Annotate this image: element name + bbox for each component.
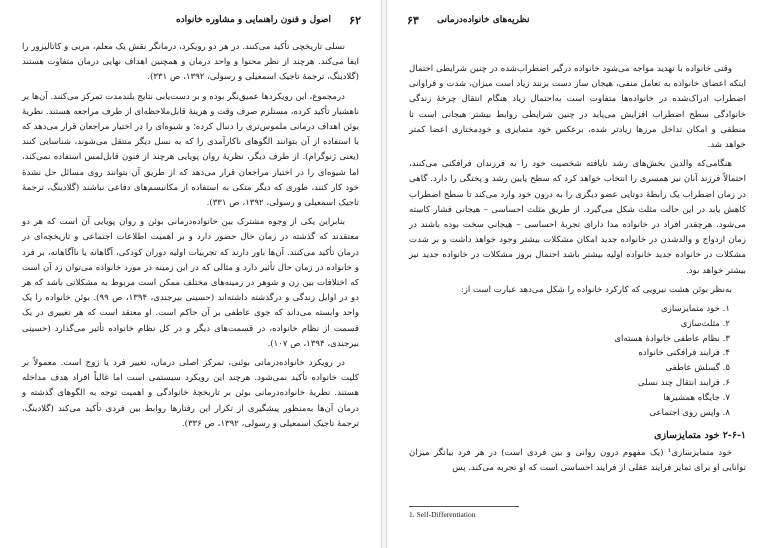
right-page-body (409, 62, 746, 480)
list-item: ۵. گسلش عاطفی (665, 363, 730, 374)
left-page-header (20, 14, 361, 30)
paragraph: بنابراین یکی از وجوه مشترک بین خانواده‌درمانی بوئن و روان پویایی آن است که هر دو معتقدند که گذشته در زمان حال حضور دارد و بر اهمیت اطلاعات اجتماعی و تاریخچه‌ای در درمان تأکید می‌کنند. آن‌ها باور دارند که تجربیات اولیه دوران کودکی، آگاهانه یا ناآگاهانه، بر فرد و خانواده در زمان حال تأثیر دارد و مثالی که در این زمینه در مورد خانواده می‌توان زد آن است که اختلافات بین زن و شوهر در زمینه‌های مختلف ممکن است مربوط به مشکلاتی باشد که هر دو در اوایل زندگی و درگذشته داشته‌اند (حسینی بیرجندی، ۱۳۹۴، ص ۹۹). بوئن خانواده را یک واحد وابسته می‌داند که جوی عاطفی بر آن حاکم است. او معتقد است که هر تغییری در یک قسمت از نظام خانواده، در قسمت‌های دیگر و در کل نظام خانواده تأثیر می‌گذارد (حسینی بیرجندی، ۱۳۹۴، ص ۱۰۷). (22, 217, 359, 349)
paragraph: هنگامی‌که والدین بخش‌های رشد نایافته شخصیت خود را به فرزندان فرافکنی می‌کنند، احتمالاً فرزند آنان نیز همسری را انتخاب خواهد کرد که سطح پایین رشد و پختگی را دارد. گاهی در زمان اضطراب یک رابطهٔ دوتایی عضو دیگری را به درون خود وارد می‌کند تا سطح اضطراب کاهش یابد در این حالت مثلث شکل می‌گیرد. از طریق مثلث احساسی – هیجانی فشار کاسته می‌شود. هرچقدر افراد در خانواده مدا دارای تجربهٔ احساسی – هیجانی سخت بوده باشند در زمان ازدواج و والدشدن در خانواده جدید امکان مشکلات بیشتر وجود خواهد داشت و بر شدت مشکلات در خانواده جدید خانواده اولیه بیشتر باشد احتمال بروز مشکلات در خانواده جدید نیز بیشتر خواهد بود. (409, 159, 746, 276)
list-item: ۴. فرایند فرافکنی خانواده (638, 348, 730, 359)
paragraph: وقتی خانواده با تهدید مواجه می‌شود خانواده درگیر اضطراب‌شده در چنین شرایطی احتمال اینکه اعضای خانواده به تعامل منفی، هیجان ساز دست بزنند زیاد است میزان، شدت و فراوانی اضطراب ادراک‌شده در خانواده‌ها متفاوت است به‌احتمال زیاد هنگام انتقال چرخهٔ زندگی خانوادگی سطح اضطراب افزایش می‌یابد در چنین شرایطی روابط بیشتر هیجانی است تا منطقی و امکان تداخل مرزها زیادتر شده، برعکس خود متمایزی و خودمختاری اعضا کمتر خواهد شد. (409, 64, 746, 151)
list-item: ۶. فرایند انتقال چند نسلی (637, 378, 730, 389)
list-item: ۳. نظام عاطفی خانوادهٔ هسته‌ای (614, 333, 730, 344)
running-title: اصول و فنون راهنمایی و مشاوره خانواده (175, 15, 331, 25)
left-page (0, 0, 382, 548)
page-number: ۶۲ (349, 14, 361, 27)
list-item: ۷. جایگاه همشیرها (663, 392, 730, 403)
forces-list (409, 302, 746, 420)
page-number: ۶۳ (407, 14, 419, 27)
paragraph: نسلی تاریخچی تأکید می‌کنند. در هر دو رویکرد، درمانگر نقش یک معلم، مربی و کاتالیزور را ایفا می‌کند. هرچند از نظر محتوا و واحد درمان و همچنین اهداف نهایی درمان متفاوت هستند (گلادینگ، ترجمهٔ تاجیک اسمعیلی و رسولی، ۱۳۹۲، ص ۳۳۱). (22, 42, 359, 83)
paragraph: به‌نظر بوئن هشت نیرویی که کارکرد خانواده را شکل می‌دهد عبارت است از: (460, 284, 732, 295)
right-page-header (407, 14, 748, 30)
paragraph: در رویکرد خانواده‌درمانی بوئنی، تمرکز اصلی درمان، تغییر فرد یا زوج است. معمولاً بر کلیت خانواده تأکید نمی‌شود. هرچند این رویکرد سیستمی است اما غالباً افراد هدف مداخله هستند. نظریهٔ خانواده‌درمانی بوئن بر تاریخچهٔ خانوادگی و اهمیت توجه به الگوهای گذشته و درمان آن‌ها به‌منظور پیشگیری از تکرار این رفتارها روابط بین فردی تأکید می‌کند (گلادینگ، ترجمهٔ تاجیک اسمعیلی و رسولی، ۱۳۹۲، ص ۳۳۶). (22, 358, 359, 429)
list-item: ۲. مثلث‌سازی (680, 318, 730, 329)
list-item: ۱. خود متمایزسازی (660, 304, 730, 315)
footnote-divider (409, 506, 519, 507)
paragraph: خود متمایزسازی¹ (یک مفهوم درون روانی و بین فردی است) در هر فرد بیانگر میزان توانایی او برای تمایز فرایند عقلی از فرایند احساسی است که او تجربه می‌کند. پس (409, 447, 746, 473)
right-page (386, 0, 768, 548)
footnote: 1. Self-Differentiation (409, 510, 476, 519)
paragraph: درمجموع، این رویکردها عمیق‌نگر بوده و بر دست‌یابی نتایج بلندمدت تمرکز می‌کنند. آن‌ها بر ناهشیار تأکید کرده، مستلزم صرف وقت و هزینهٔ قابل‌ملاحظه‌ای از طرف مراجعه هستند. نظریهٔ بوئن اهداف درمانی ملموس‌تری را دنبال کرده؛ و شیوه‌ای را در اختیار مراجعان قرار می‌دهد که با استفاده از آن بتوانند الگوهای ناکارآمدی را که به نسل دیگر منتقل می‌شوند، شناسایی کنند (یعنی ژنوگرام). از طرف دیگر، نظریهٔ روان پویایی هرچند از فنون قابل‌لمس استفاده نمی‌کند، اما شیوه‌ای را در اختیار مراجعان قرار می‌دهد که از طریق آن بتوانند روی مسائل حل نشدهٔ خود کار کنند، طوری که دیگر متکی به استفاده از مکانیسم‌های دفاعی نباشند (گلادینگ، ترجمهٔ تاجیک اسمعیلی و رسولی، ۱۳۹۲، ص ۳۳۱). (22, 91, 359, 209)
list-item: ۸. واپس روی اجتماعی (649, 407, 730, 418)
running-title: نظریه‌های خانواده‌درمانی (437, 15, 530, 25)
section-title: ۲-۶-۱ خود متمایزسازی (654, 430, 746, 442)
left-page-body (22, 40, 359, 436)
